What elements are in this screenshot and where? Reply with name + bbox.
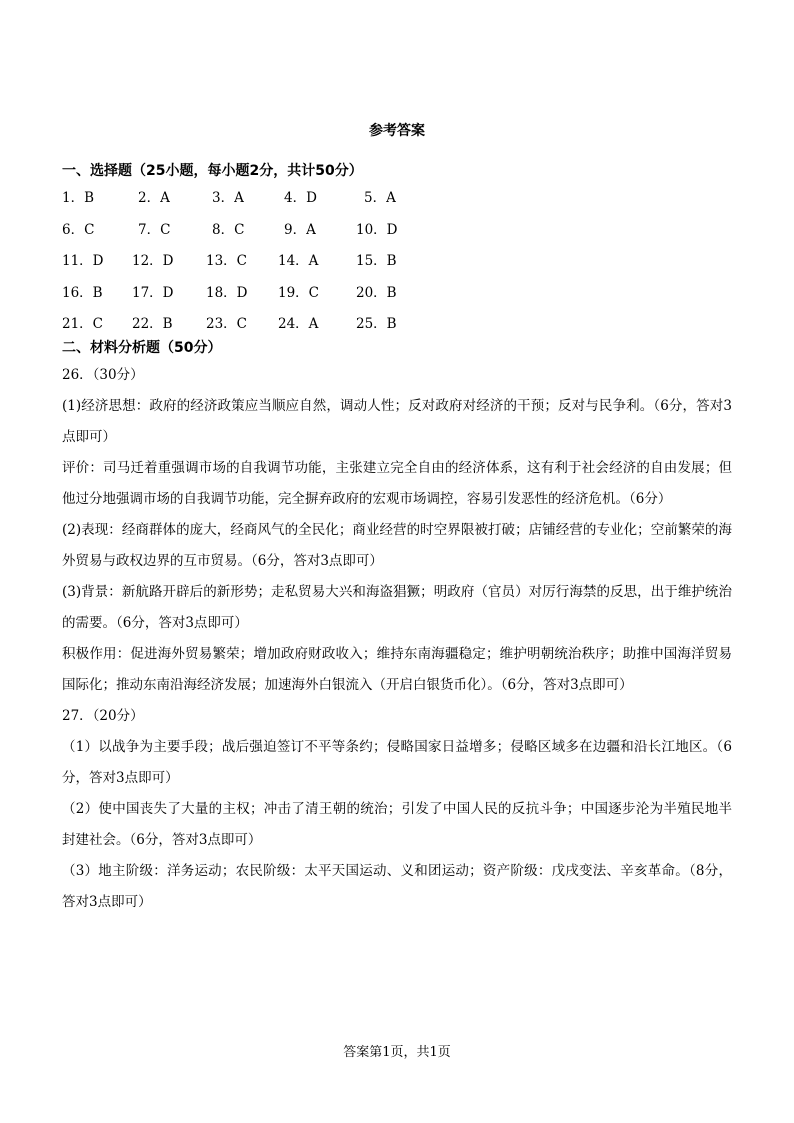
- answer-cell: 20．B: [356, 284, 397, 301]
- question-26-positive-effects: 积极作用：促进海外贸易繁荣；增加政府财政收入；维持东南海疆稳定；维护明朝统治秩序；助推中国海洋贸易国际化；推动东南沿海经济发展；加速海外白银流入（开启白银货币化）。（6分，答对3点即可）: [62, 646, 732, 693]
- section1-heading: 一、选择题（25小题，每小题2分，共计50分）: [62, 163, 363, 179]
- question-26-block: [62, 360, 732, 918]
- question-26-part2: (2)表现：经商群体的庞大，经商风气的全民化；商业经营的时空界限被打破；店铺经营的专业化；空前繁荣的海外贸易与政权边界的互市贸易。（6分，答对3点即可）: [62, 522, 732, 569]
- answer-cell: 2．A: [138, 190, 170, 206]
- question-27-part1: （1）以战争为主要手段；战后强迫签订不平等条约；侵略国家日益增多；侵略区域多在边疆和沿长江地区。（6分，答对3点即可）: [62, 739, 732, 786]
- answer-cell: 6．C: [62, 221, 95, 238]
- choice-answers-table: [62, 186, 462, 344]
- page-footer: 答案第1页，共1页: [343, 1045, 451, 1060]
- answer-cell: 19．C: [278, 284, 320, 301]
- question-27-label: 27．（20分）: [62, 708, 144, 724]
- answer-cell: 3．A: [212, 190, 244, 206]
- section2-heading: 二、材料分析题（50分）: [62, 340, 222, 356]
- answer-cell: 24．A: [278, 316, 319, 332]
- answer-cell: 13．C: [206, 253, 248, 269]
- answer-cell: 17．D: [132, 284, 174, 301]
- answer-cell: 18．D: [206, 284, 248, 301]
- question-27-part3: （3）地主阶级：洋务运动；农民阶级：太平天国运动、义和团运动；资产阶级：戊戌变法、辛亥革命。（8分，答对3点即可）: [62, 863, 732, 910]
- answer-row: [62, 186, 462, 218]
- answer-row: [62, 249, 462, 281]
- answer-cell: 7．C: [138, 221, 171, 238]
- answer-cell: 23．C: [206, 316, 248, 332]
- question-26-part1: (1)经济思想：政府的经济政策应当顺应自然，调动人性；反对政府对经济的干预；反对与民争利。（6分，答对3点即可）: [62, 398, 732, 445]
- question-27-part2: （2）使中国丧失了大量的主权；冲击了清王朝的统治；引发了中国人民的反抗斗争；中国逐步沦为半殖民地半封建社会。（6分，答对3点即可）: [62, 801, 732, 848]
- answer-cell: 21．C: [62, 316, 104, 332]
- question-26-evaluation: 评价：司马迁着重强调市场的自我调节功能，主张建立完全自由的经济体系，这有利于社会经济的自由发展；但他过分地强调市场的自我调节功能，完全摒弃政府的宏观市场调控，容易引发恶性的经济危机。（6分）: [62, 460, 732, 507]
- answer-cell: 14．A: [278, 253, 319, 269]
- answer-cell: 11．D: [62, 253, 104, 269]
- answer-cell: 9．A: [284, 221, 316, 238]
- answer-row: [62, 281, 462, 313]
- answer-cell: 5．A: [364, 190, 396, 206]
- answer-cell: 8．C: [212, 221, 245, 238]
- answer-cell: 16．B: [62, 284, 103, 301]
- question-26-label: 26．（30分）: [62, 367, 144, 383]
- answer-cell: 15．B: [356, 253, 397, 269]
- answer-cell: 25．B: [356, 316, 397, 332]
- answer-cell: 1．B: [62, 190, 95, 206]
- answer-cell: 10．D: [356, 221, 398, 238]
- answer-cell: 12．D: [132, 253, 174, 269]
- answer-cell: 22．B: [132, 316, 173, 332]
- question-26-part3: (3)背景：新航路开辟后的新形势；走私贸易大兴和海盗猖獗；明政府（官员）对厉行海禁的反思，出于维护统治的需要。（6分，答对3点即可）: [62, 584, 732, 631]
- answer-cell: 4．D: [284, 190, 317, 206]
- page-title: 参考答案: [369, 123, 425, 139]
- answer-row: [62, 218, 462, 250]
